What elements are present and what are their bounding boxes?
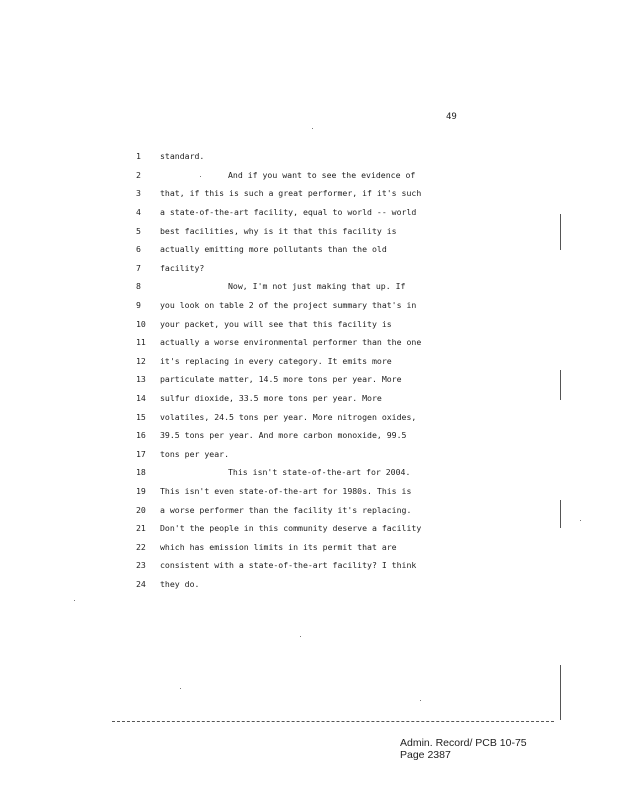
line-text: which has emission limits in its permit that are xyxy=(160,541,397,552)
transcript-line xyxy=(136,575,436,594)
line-text: Don't the people in this community deserve a facility xyxy=(160,523,422,534)
line-text: that, if this is such a great performer, if it's such xyxy=(160,188,422,199)
line-number: 9 xyxy=(136,300,141,311)
line-number: 20 xyxy=(136,504,146,515)
line-number: 24 xyxy=(136,578,146,589)
transcript-line xyxy=(136,519,436,538)
line-number: 2 xyxy=(136,169,141,180)
line-text: best facilities, why is it that this facility is xyxy=(160,225,397,236)
line-number: 11 xyxy=(136,337,146,348)
line-number: 3 xyxy=(136,188,141,199)
transcript-line xyxy=(136,277,436,296)
transcript-line xyxy=(136,259,436,278)
line-text: they do. xyxy=(160,578,200,589)
line-text: volatiles, 24.5 tons per year. More nitrogen oxides, xyxy=(160,411,417,422)
transcript-line xyxy=(136,296,436,315)
line-text: facility? xyxy=(160,262,205,273)
line-number: 5 xyxy=(136,225,141,236)
margin-mark xyxy=(560,370,561,400)
page-bottom-rule xyxy=(112,721,554,722)
margin-mark xyxy=(560,665,561,720)
transcript-line xyxy=(136,482,436,501)
transcript-line xyxy=(136,240,436,259)
line-number: 15 xyxy=(136,411,146,422)
line-text: standard. xyxy=(160,151,205,162)
line-text: Now, I'm not just making that up. If xyxy=(228,281,406,292)
line-number: 23 xyxy=(136,560,146,571)
transcript-body xyxy=(136,147,436,593)
line-number: 10 xyxy=(136,318,146,329)
line-number: 4 xyxy=(136,207,141,218)
line-text: tons per year. xyxy=(160,448,230,459)
scan-speck xyxy=(74,600,75,601)
transcript-line xyxy=(136,537,436,556)
transcript-line xyxy=(136,166,436,185)
line-text: particulate matter, 14.5 more tons per year. More xyxy=(160,374,402,385)
admin-record-label: Admin. Record/ PCB 10-75 xyxy=(400,737,527,749)
line-number: 7 xyxy=(136,262,141,273)
page-number: 49 xyxy=(446,112,457,122)
line-number: 6 xyxy=(136,244,141,255)
transcript-line xyxy=(136,556,436,575)
scan-speck xyxy=(312,128,313,129)
transcript-line xyxy=(136,500,436,519)
line-number: 14 xyxy=(136,393,146,404)
transcript-line xyxy=(136,463,436,482)
transcript-line xyxy=(136,184,436,203)
transcript-line xyxy=(136,314,436,333)
scan-speck xyxy=(580,520,581,521)
line-text: And if you want to see the evidence of xyxy=(228,169,416,180)
line-text: consistent with a state-of-the-art facility? I think xyxy=(160,560,417,571)
transcript-line xyxy=(136,333,436,352)
transcript-line xyxy=(136,426,436,445)
line-number: 1 xyxy=(136,151,141,162)
admin-record-footer xyxy=(400,737,527,761)
line-text: This isn't even state-of-the-art for 1980s. This is xyxy=(160,485,412,496)
admin-record-page: Page 2387 xyxy=(400,749,451,761)
margin-mark xyxy=(560,214,561,250)
line-text: you look on table 2 of the project summary that's in xyxy=(160,300,417,311)
line-number: 19 xyxy=(136,485,146,496)
line-text: actually a worse environmental performer than the one xyxy=(160,337,422,348)
line-number: 16 xyxy=(136,430,146,441)
scan-speck xyxy=(180,688,181,689)
line-text: a worse performer than the facility it's replacing. xyxy=(160,504,412,515)
line-text: This isn't state-of-the-art for 2004. xyxy=(228,467,411,478)
transcript-line xyxy=(136,445,436,464)
line-text: sulfur dioxide, 33.5 more tons per year. More xyxy=(160,393,382,404)
transcript-line xyxy=(136,203,436,222)
line-text: a state-of-the-art facility, equal to world -- world xyxy=(160,207,417,218)
line-number: 22 xyxy=(136,541,146,552)
line-number: 21 xyxy=(136,523,146,534)
line-number: 17 xyxy=(136,448,146,459)
scan-speck xyxy=(300,636,301,637)
line-text: 39.5 tons per year. And more carbon monoxide, 99.5 xyxy=(160,430,407,441)
scan-speck xyxy=(420,700,421,701)
line-text: it's replacing in every category. It emits more xyxy=(160,355,392,366)
transcript-line xyxy=(136,407,436,426)
transcript-line xyxy=(136,221,436,240)
line-number: 13 xyxy=(136,374,146,385)
transcript-line xyxy=(136,147,436,166)
line-text: your packet, you will see that this facility is xyxy=(160,318,392,329)
line-number: 12 xyxy=(136,355,146,366)
line-number: 18 xyxy=(136,467,146,478)
transcript-line xyxy=(136,389,436,408)
scan-speck xyxy=(200,176,201,177)
line-number: 8 xyxy=(136,281,141,292)
transcript-line xyxy=(136,370,436,389)
margin-mark xyxy=(560,500,561,528)
transcript-line xyxy=(136,352,436,371)
line-text: actually emitting more pollutants than the old xyxy=(160,244,387,255)
